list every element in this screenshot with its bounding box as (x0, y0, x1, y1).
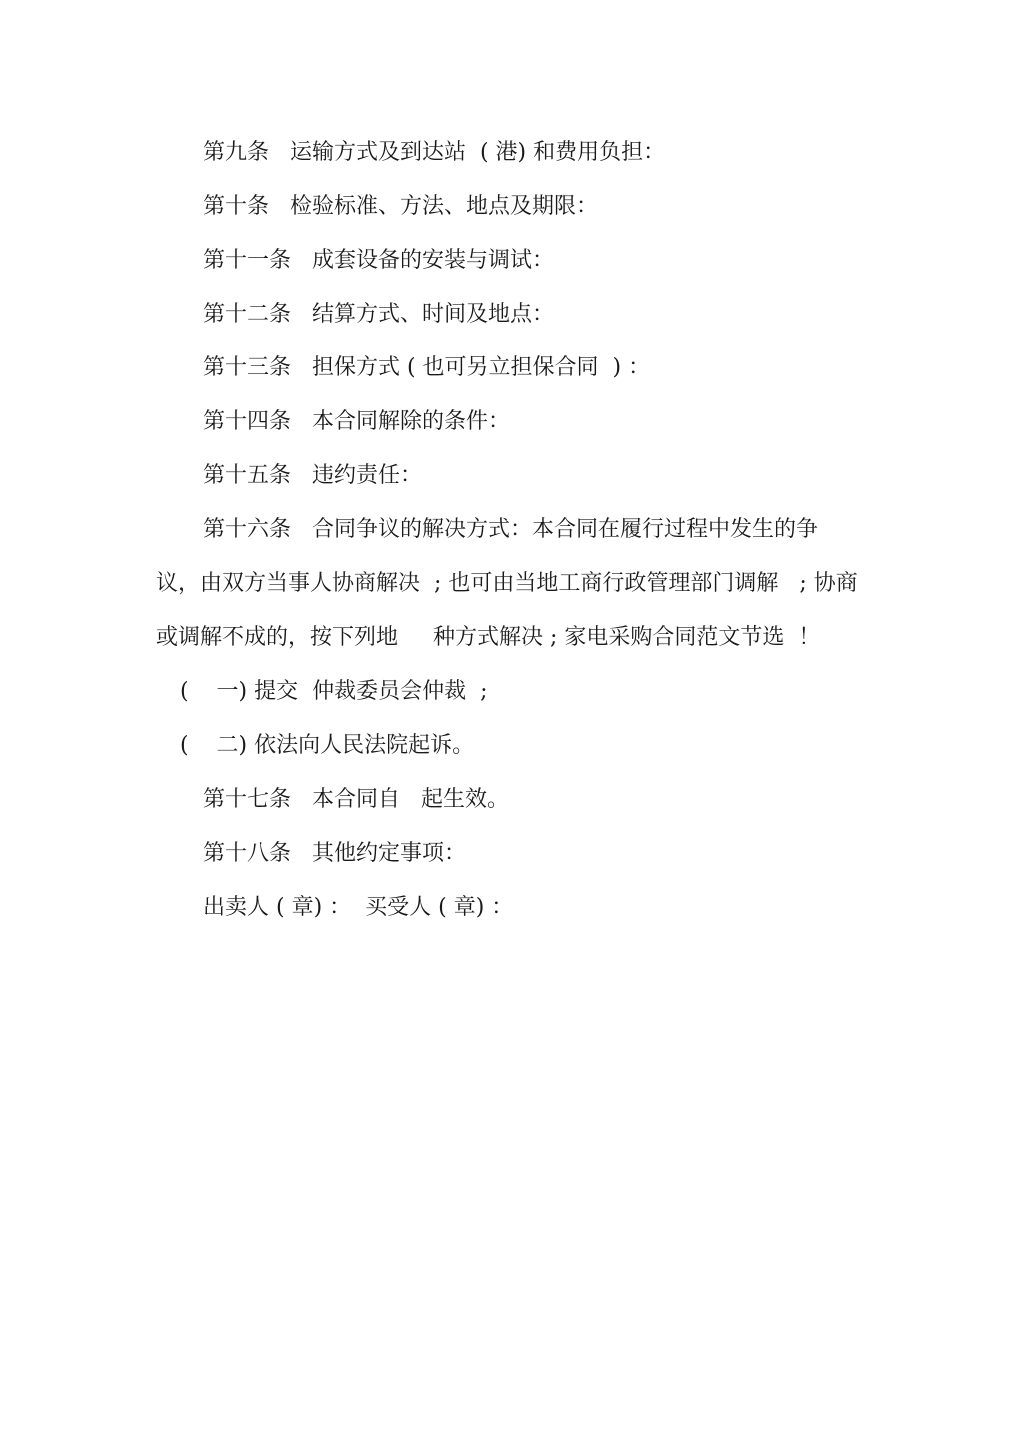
clause-16-option-1: ( 一) 提交 仲裁委员会仲裁 ; (180, 679, 488, 704)
signature-line: 出卖人 ( 章) ： 买受人 ( 章) ： (203, 895, 514, 920)
clause-15: 第十五条 违约责任： (203, 463, 422, 488)
clause-16-line-3: 或调解不成的，按下列地 种方式解决 ; 家电采购合同范文节选 ！ (156, 625, 821, 650)
clause-12: 第十二条 结算方式、时间及地点： (203, 302, 554, 327)
clause-11: 第十一条 成套设备的安装与调试： (203, 248, 554, 273)
clause-18: 第十八条 其他约定事项： (203, 841, 466, 866)
clause-16-line-2: 议，由双方当事人协商解决 ; 也可由当地工商行政管理部门调解 ; 协商 (156, 571, 858, 596)
clause-17: 第十七条 本合同自 起生效。 (203, 787, 509, 812)
clause-16-line-1: 第十六条 合同争议的解决方式：本合同在履行过程中发生的争 (203, 517, 818, 542)
clause-16-option-2: ( 二) 依法向人民法院起诉。 (180, 733, 475, 758)
clause-13: 第十三条 担保方式 ( 也可另立担保合同 ) ： (203, 355, 651, 380)
clause-10: 第十条 检验标准、方法、地点及期限： (203, 194, 598, 219)
clause-14: 第十四条 本合同解除的条件： (203, 409, 510, 434)
clause-9: 第九条 运输方式及到达站 ( 港) 和费用负担： (203, 140, 666, 165)
